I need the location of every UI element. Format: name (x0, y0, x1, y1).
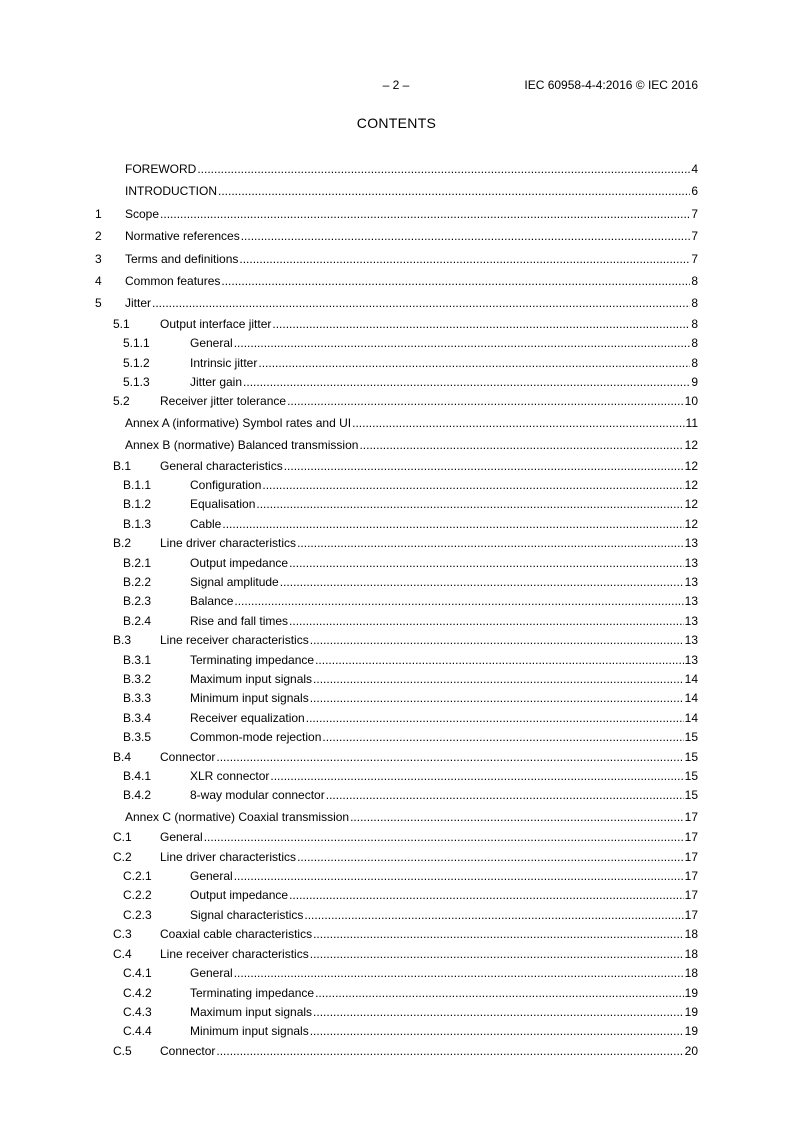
toc-entry-number: B.3 (113, 633, 132, 648)
toc-entry-number: B.4.2 (123, 788, 152, 803)
toc-entry-title: Terminating impedance (190, 985, 315, 1000)
toc-entry[interactable] (95, 180, 698, 202)
toc-entry[interactable] (95, 748, 698, 767)
toc-entry-page-number: 12 (684, 516, 698, 531)
toc-entry-number: C.3 (113, 927, 132, 942)
toc-entry-title: Receiver jitter tolerance (160, 394, 287, 409)
toc-entry-page-number: 17 (684, 809, 698, 824)
toc-entry-page-number: 15 (684, 769, 698, 784)
toc-dot-leader (262, 476, 683, 495)
toc-dot-leader (310, 1022, 684, 1041)
page-number-header: – 2 – (382, 78, 410, 92)
toc-entry[interactable] (95, 434, 698, 456)
toc-entry-page-number: 15 (684, 730, 698, 745)
toc-dot-leader (289, 886, 684, 905)
toc-dot-leader (272, 315, 690, 334)
toc-entry-title: Connector (160, 749, 216, 764)
toc-entry-title: Annex A (informative) Symbol rates and UI (125, 415, 352, 430)
toc-entry-page-number: 7 (691, 229, 698, 244)
toc-entry-title: General (160, 830, 203, 845)
toc-entry-page-number: 15 (684, 749, 698, 764)
toc-dot-leader (310, 689, 684, 708)
toc-entry-title: Rise and fall times (190, 613, 289, 628)
toc-entry-number: 5.1.2 (123, 355, 150, 370)
toc-entry-page-number: 6 (691, 184, 698, 199)
toc-entry-page-number: 8 (691, 296, 698, 311)
toc-entry-page-number: 17 (684, 830, 698, 845)
toc-entry-title: Common-mode rejection (190, 730, 322, 745)
toc-entry-number: B.3.4 (123, 710, 152, 725)
toc-entry-number: B.2.3 (123, 594, 152, 609)
toc-dot-leader (306, 709, 684, 728)
toc-entry-page-number: 17 (684, 888, 698, 903)
toc-entry[interactable] (95, 848, 698, 867)
toc-entry-number: B.3.2 (123, 672, 152, 687)
toc-entry-number: C.2 (113, 849, 132, 864)
toc-entry-number: C.2.3 (123, 907, 152, 922)
toc-entry-title: Minimum input signals (190, 691, 309, 706)
toc-entry-title: Maximum input signals (190, 1004, 313, 1019)
toc-entry-page-number: 17 (684, 849, 698, 864)
toc-entry-title: Signal amplitude (190, 574, 279, 589)
toc-entry-title: Balance (190, 594, 234, 609)
toc-entry-title: General (190, 966, 233, 981)
toc-entry-title: XLR connector (190, 769, 270, 784)
toc-entry-title: Terminating impedance (190, 652, 315, 667)
toc-dot-leader (218, 180, 690, 202)
toc-dot-leader (287, 392, 684, 411)
toc-entry-title: Annex C (normative) Coaxial transmission (125, 809, 350, 824)
toc-dot-leader (204, 828, 684, 847)
toc-entry-title: Common features (125, 273, 221, 288)
toc-entry-page-number: 8 (691, 355, 698, 370)
toc-entry-page-number: 14 (684, 691, 698, 706)
toc-entry-page-number: 13 (684, 574, 698, 589)
toc-entry-page-number: 18 (684, 927, 698, 942)
toc-entry-number: B.1 (113, 458, 132, 473)
document-reference-header: IEC 60958-4-4:2016 © IEC 2016 (524, 78, 698, 92)
toc-entry[interactable] (95, 709, 698, 728)
toc-entry[interactable] (95, 292, 698, 314)
toc-entry-number: 4 (95, 273, 102, 288)
toc-entry-page-number: 13 (684, 594, 698, 609)
toc-entry-title: Receiver equalization (190, 710, 305, 725)
toc-entry-number: B.2.2 (123, 574, 152, 589)
toc-entry-number: B.2.1 (123, 555, 152, 570)
toc-entry-page-number: 14 (684, 710, 698, 725)
toc-entry-number: B.1.2 (123, 497, 152, 512)
toc-dot-leader (313, 670, 684, 689)
toc-entry-number: B.3.1 (123, 652, 152, 667)
toc-dot-leader (315, 651, 684, 670)
toc-entry[interactable] (95, 945, 698, 964)
toc-dot-leader (297, 534, 684, 553)
toc-entry-page-number: 18 (684, 946, 698, 961)
toc-entry-title: Connector (160, 1043, 216, 1058)
toc-dot-leader (326, 786, 684, 805)
toc-entry[interactable] (95, 554, 698, 573)
toc-entry[interactable] (95, 373, 698, 392)
toc-entry-title: Normative references (125, 229, 240, 244)
toc-entry-page-number: 13 (684, 613, 698, 628)
toc-entry-number: B.2.4 (123, 613, 152, 628)
toc-entry[interactable] (95, 1042, 698, 1061)
toc-entry-title: FOREWORD (125, 162, 197, 176)
toc-entry-page-number: 4 (691, 162, 698, 176)
toc-entry-page-number: 12 (684, 497, 698, 512)
toc-entry-page-number: 19 (684, 1024, 698, 1039)
toc-dot-leader (221, 270, 690, 292)
toc-entry[interactable] (95, 612, 698, 631)
toc-entry-page-number: 12 (684, 438, 698, 453)
toc-entry[interactable] (95, 334, 698, 353)
toc-entry-page-number: 13 (684, 633, 698, 648)
toc-entry-title: General characteristics (160, 458, 283, 473)
toc-entry-page-number: 10 (684, 394, 698, 409)
toc-entry-number: 5.2 (113, 394, 130, 409)
toc-dot-leader (359, 434, 683, 456)
toc-dot-leader (352, 412, 684, 434)
toc-entry-number: C.4.4 (123, 1024, 152, 1039)
toc-dot-leader (350, 806, 684, 828)
toc-dot-leader (313, 925, 684, 944)
toc-dot-leader (160, 203, 690, 225)
toc-entry[interactable] (95, 906, 698, 925)
toc-entry-number: B.3.5 (123, 730, 152, 745)
toc-dot-leader (270, 767, 683, 786)
toc-entry-number: 1 (95, 206, 102, 221)
toc-dot-leader (289, 554, 684, 573)
toc-entry[interactable] (95, 925, 698, 944)
toc-entry-number: C.4 (113, 946, 132, 961)
toc-entry-title: Line driver characteristics (160, 849, 297, 864)
toc-entry[interactable] (95, 248, 698, 270)
toc-entry-title: Configuration (190, 477, 262, 492)
toc-entry[interactable] (95, 573, 698, 592)
toc-entry[interactable] (95, 225, 698, 247)
toc-entry-page-number: 17 (684, 869, 698, 884)
toc-entry-title: Output interface jitter (160, 316, 272, 331)
toc-entry[interactable] (95, 1022, 698, 1041)
toc-entry-number: 5.1.1 (123, 336, 150, 351)
toc-entry-title: Equalisation (190, 497, 256, 512)
toc-entry-title: General (190, 336, 233, 351)
toc-entry-page-number: 17 (684, 907, 698, 922)
toc-entry[interactable] (95, 828, 698, 847)
toc-dot-leader (234, 867, 684, 886)
toc-dot-leader (152, 292, 690, 314)
toc-entry[interactable] (95, 670, 698, 689)
toc-entry[interactable] (95, 651, 698, 670)
toc-dot-leader (216, 748, 683, 767)
toc-entry-page-number: 19 (684, 1004, 698, 1019)
page-title: CONTENTS (356, 115, 437, 131)
toc-entry[interactable] (95, 354, 698, 373)
toc-dot-leader (315, 984, 684, 1003)
toc-entry-page-number: 8 (691, 336, 698, 351)
toc-dot-leader (234, 592, 683, 611)
toc-entry[interactable] (95, 806, 698, 828)
toc-dot-leader (258, 354, 690, 373)
toc-entry[interactable] (95, 534, 698, 553)
toc-entry[interactable] (95, 203, 698, 225)
toc-dot-leader (234, 334, 691, 353)
toc-entry-title: INTRODUCTION (125, 184, 217, 199)
toc-dot-leader (216, 1042, 683, 1061)
toc-entry[interactable] (95, 984, 698, 1003)
toc-entry-page-number: 13 (684, 652, 698, 667)
toc-entry-number: B.1.3 (123, 516, 152, 531)
toc-entry[interactable] (95, 1003, 698, 1022)
toc-entry-number: C.4.2 (123, 985, 152, 1000)
toc-dot-leader (289, 612, 684, 631)
toc-dot-leader (243, 373, 690, 392)
toc-entry-page-number: 14 (684, 672, 698, 687)
toc-entry-title: Output impedance (190, 555, 289, 570)
toc-entry-title: Maximum input signals (190, 672, 313, 687)
toc-entry-page-number: 7 (691, 206, 698, 221)
table-of-contents (95, 158, 698, 1061)
toc-entry-number: C.5 (113, 1043, 132, 1058)
toc-entry-title: Annex B (normative) Balanced transmission (125, 438, 359, 453)
toc-entry-page-number: 8 (691, 273, 698, 288)
toc-dot-leader (241, 225, 691, 247)
toc-entry[interactable] (95, 392, 698, 411)
toc-entry-page-number: 7 (691, 251, 698, 266)
toc-entry[interactable] (95, 689, 698, 708)
toc-entry-number: C.4.1 (123, 966, 152, 981)
toc-entry-page-number: 12 (684, 458, 698, 473)
toc-entry-page-number: 9 (691, 374, 698, 389)
toc-entry-number: B.4.1 (123, 769, 152, 784)
toc-entry-title: Coaxial cable characteristics (160, 927, 313, 942)
toc-entry-page-number: 12 (684, 477, 698, 492)
toc-entry-number: B.1.1 (123, 477, 152, 492)
toc-entry-page-number: 19 (684, 985, 698, 1000)
toc-entry-number: 5 (95, 296, 102, 311)
toc-entry[interactable] (95, 631, 698, 650)
toc-entry-title: 8-way modular connector (190, 788, 325, 803)
toc-entry[interactable] (95, 867, 698, 886)
toc-dot-leader (280, 573, 684, 592)
toc-dot-leader (284, 457, 684, 476)
toc-entry-number: C.2.1 (123, 869, 152, 884)
toc-entry-title: Output impedance (190, 888, 289, 903)
toc-dot-leader (222, 515, 683, 534)
toc-entry-number: 5.1 (113, 316, 130, 331)
toc-dot-leader (297, 848, 684, 867)
toc-entry[interactable] (95, 592, 698, 611)
toc-entry[interactable] (95, 158, 698, 180)
toc-entry-title: Line driver characteristics (160, 536, 297, 551)
toc-entry-number: C.4.3 (123, 1004, 152, 1019)
toc-entry-title: Jitter gain (190, 374, 243, 389)
toc-entry-page-number: 18 (684, 966, 698, 981)
toc-entry-title: Minimum input signals (190, 1024, 309, 1039)
toc-entry-title: Signal characteristics (190, 907, 304, 922)
toc-entry[interactable] (95, 457, 698, 476)
toc-entry-title: Jitter (125, 296, 152, 311)
toc-entry[interactable] (95, 270, 698, 292)
toc-dot-leader (322, 728, 683, 747)
toc-entry-title: Intrinsic jitter (190, 355, 258, 370)
toc-dot-leader (197, 158, 690, 180)
toc-entry-page-number: 13 (684, 536, 698, 551)
toc-entry[interactable] (95, 495, 698, 514)
toc-entry-title: General (190, 869, 233, 884)
toc-entry[interactable] (95, 767, 698, 786)
toc-entry-number: 5.1.3 (123, 374, 150, 389)
toc-entry-number: 3 (95, 251, 102, 266)
toc-dot-leader (239, 248, 690, 270)
toc-entry-page-number: 11 (685, 415, 698, 430)
toc-entry-title: Line receiver characteristics (160, 946, 309, 961)
toc-entry-number: C.2.2 (123, 888, 152, 903)
toc-dot-leader (310, 631, 684, 650)
toc-entry-page-number: 20 (684, 1043, 698, 1058)
toc-entry-number: 2 (95, 229, 102, 244)
toc-entry[interactable] (95, 412, 698, 434)
toc-entry-number: B.4 (113, 749, 132, 764)
toc-entry-title: Cable (190, 516, 222, 531)
toc-entry[interactable] (95, 786, 698, 805)
toc-entry[interactable] (95, 728, 698, 747)
toc-entry-number: B.3.3 (123, 691, 152, 706)
toc-entry-number: C.1 (113, 830, 132, 845)
toc-entry[interactable] (95, 515, 698, 534)
toc-dot-leader (310, 945, 684, 964)
toc-entry[interactable] (95, 315, 698, 334)
toc-entry-title: Line receiver characteristics (160, 633, 309, 648)
toc-entry-title: Terms and definitions (125, 251, 239, 266)
toc-entry-title: Scope (125, 206, 160, 221)
toc-dot-leader (256, 495, 683, 514)
toc-dot-leader (304, 906, 683, 925)
toc-entry-page-number: 13 (684, 555, 698, 570)
toc-dot-leader (313, 1003, 684, 1022)
toc-dot-leader (234, 964, 684, 983)
toc-entry[interactable] (95, 886, 698, 905)
toc-entry-page-number: 15 (684, 788, 698, 803)
toc-entry[interactable] (95, 964, 698, 983)
toc-entry-page-number: 8 (691, 316, 698, 331)
toc-entry-number: B.2 (113, 536, 132, 551)
toc-entry[interactable] (95, 476, 698, 495)
